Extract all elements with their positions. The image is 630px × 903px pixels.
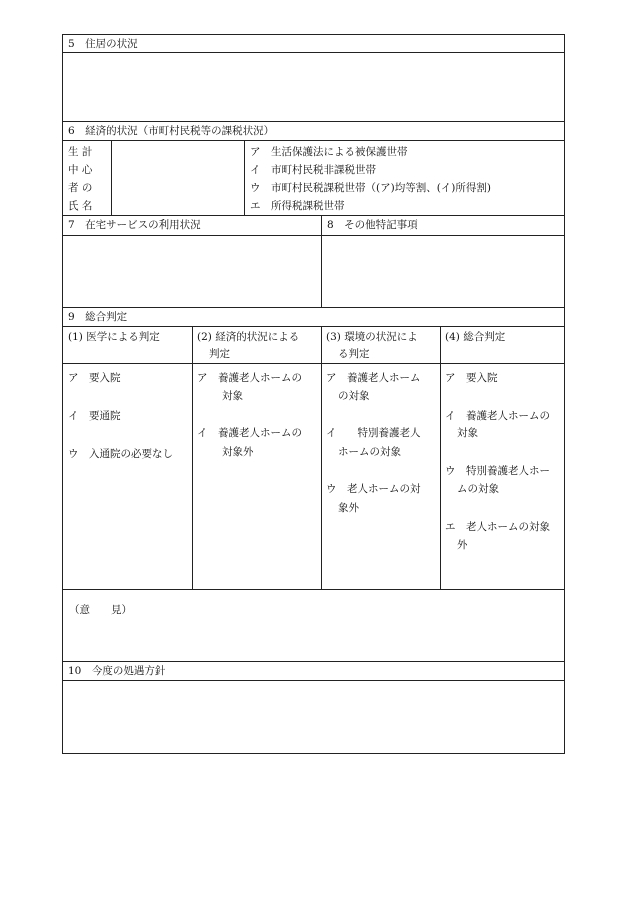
col1-item[interactable]: ウ 入通院の必要なし [68,448,173,460]
section7-title: 7 在宅サービスの利用状況 [68,219,201,231]
col3-item-cont: ホームの対象 [338,446,401,458]
section9-opinion[interactable] [62,590,565,662]
col2-item-cont: 対象 [222,390,243,402]
section6-option[interactable]: イ 市町村民税非課税世帯 [250,164,376,176]
col2-heading-line: 判定 [209,348,230,360]
section7-cell [63,216,321,307]
col1-item[interactable]: イ 要通院 [68,410,121,422]
col3-item-cont: の対象 [338,390,370,402]
section9-col2-body [192,364,321,589]
section8-input-area[interactable] [322,236,564,307]
col3-heading-line: (3) 環境の状況によ [326,331,418,343]
col3-item[interactable]: ウ 老人ホームの対 [326,483,421,495]
col4-item[interactable]: エ 老人ホームの対象 [445,521,550,533]
section9-title: 9 総合判定 [68,311,128,323]
col4-item[interactable]: イ 養護老人ホームの [445,410,550,422]
section6-label-line: 生 計 [68,146,93,158]
col4-item[interactable]: ウ 特別養護老人ホー [445,465,550,477]
section6-option[interactable]: エ 所得税課税世帯 [250,200,345,212]
assessment-form [62,34,565,754]
col1-item[interactable]: ア 要入院 [68,372,121,384]
col4-item-cont: 対象 [457,427,478,439]
section9-column-headers [62,327,565,364]
section10-title: 10 今度の処遇方針 [68,665,166,677]
col4-item-cont: 外 [457,539,468,551]
section8-title: 8 その他特記事項 [327,219,418,231]
section6-label-line: 氏 名 [68,200,93,212]
section9-col1-header [63,327,192,363]
section9-col4-body [440,364,564,589]
col2-item-cont: 対象外 [222,446,254,458]
col4-item[interactable]: ア 要入院 [445,372,498,384]
section7-8-row [62,216,565,308]
section6-body [62,141,565,216]
col4-heading-line: (4) 総合判定 [445,331,506,343]
section9-col4-header [440,327,564,363]
section9-header [62,308,565,327]
col2-item[interactable]: ア 養護老人ホームの [197,372,302,384]
section10-input-area[interactable] [62,681,565,754]
section5-input-area[interactable] [62,53,565,122]
section6-label-cell [63,141,111,215]
section7-header [63,216,321,236]
section9-col3-header [321,327,440,363]
col3-item[interactable]: イ 特別養護老人 [326,427,421,439]
section5-title: 5 住居の状況 [68,38,138,50]
col2-item[interactable]: イ 養護老人ホームの [197,427,302,439]
section9-col1-body [63,364,192,589]
section9-options-row [62,364,565,590]
section6-name-input[interactable] [111,141,244,215]
section6-option[interactable]: ア 生活保護法による被保護世帯 [250,146,408,158]
section6-options-cell [244,141,564,215]
section9-col3-body [321,364,440,589]
section9-col2-header [192,327,321,363]
section5-header [62,34,565,53]
section7-input-area[interactable] [63,236,321,307]
section8-header [322,216,564,236]
section6-label-line: 者 の [68,182,93,194]
section8-cell [321,216,564,307]
col3-heading-line: る判定 [338,348,370,360]
col4-item-cont: ムの対象 [457,483,499,495]
section10-header [62,662,565,681]
section6-label-line: 中 心 [68,164,93,176]
section6-header [62,122,565,141]
col2-heading-line: (2) 経済的状況による [197,331,300,343]
col3-item[interactable]: ア 養護老人ホーム [326,372,421,384]
opinion-label: （意 見） [69,604,132,616]
section6-option[interactable]: ウ 市町村民税課税世帯（(ア)均等割、(イ)所得割) [250,182,491,194]
col3-item-cont: 象外 [338,502,359,514]
col1-heading-line: (1) 医学による判定 [68,331,160,343]
section6-title: 6 経済的状況（市町村民税等の課税状況） [68,125,275,137]
